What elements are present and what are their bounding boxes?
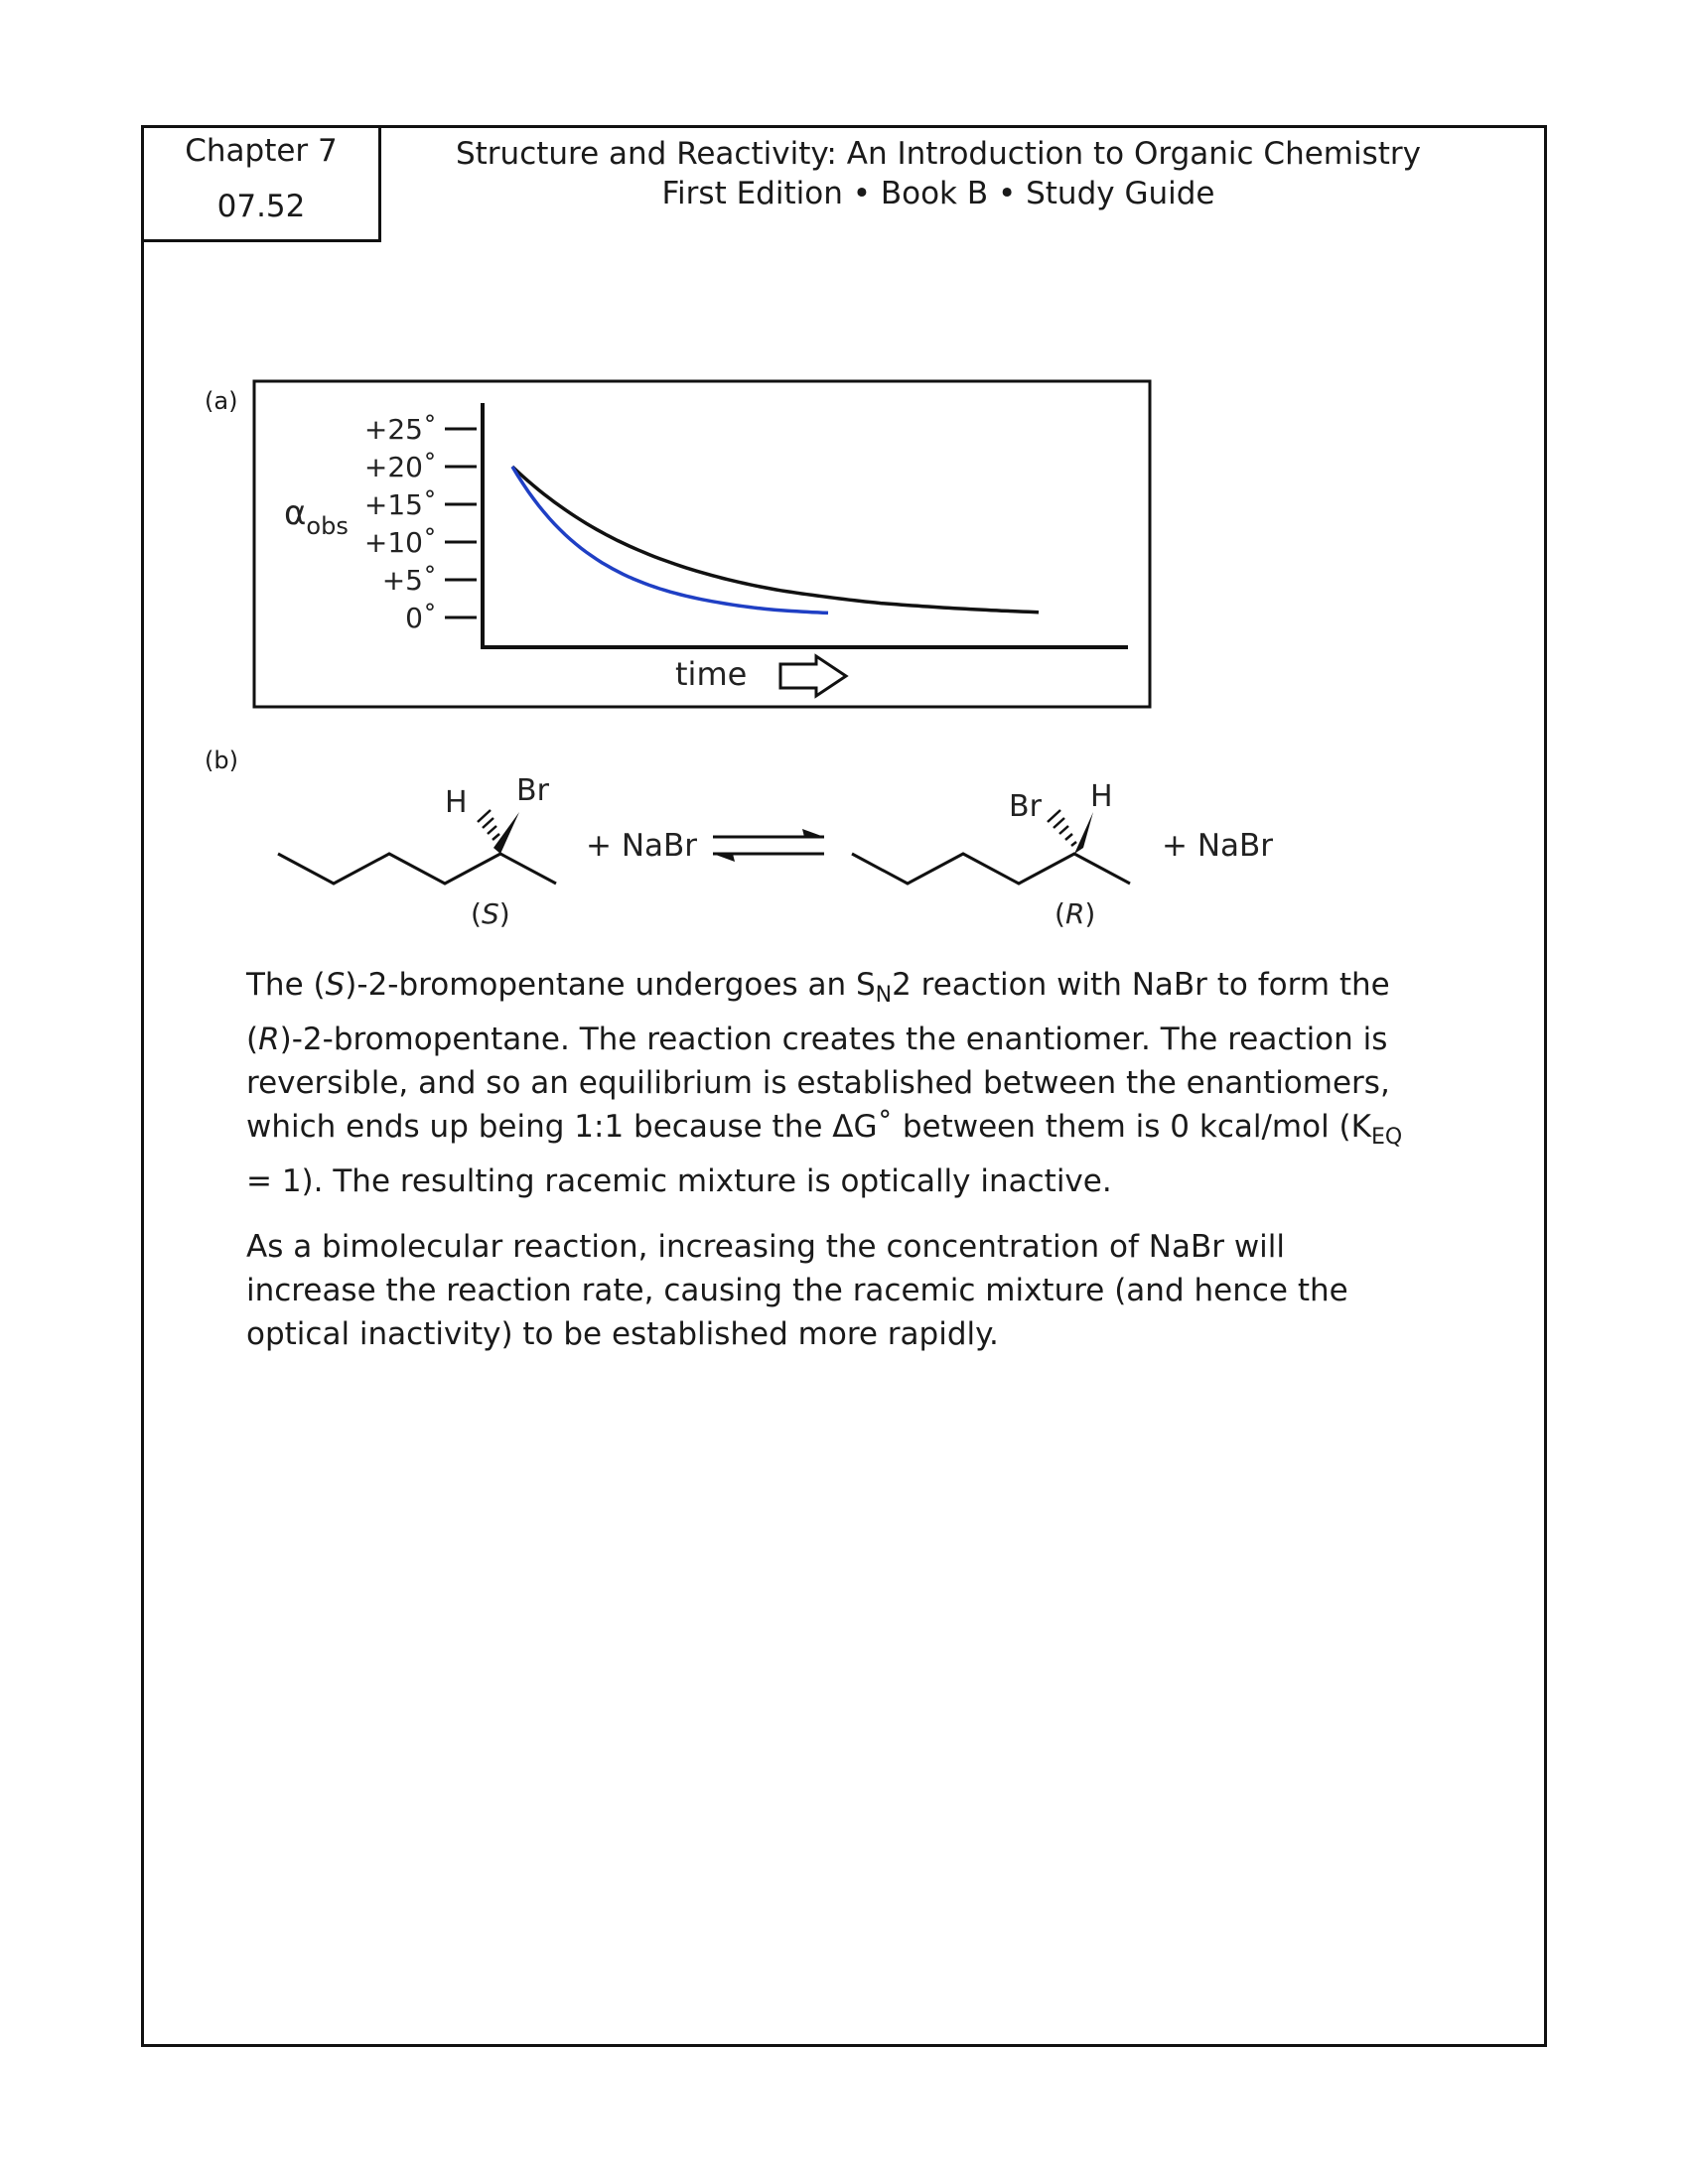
y-tick-label: +25˚ [363,413,437,446]
y-tick-label: +20˚ [363,451,437,483]
equilibrium-arrows-icon [713,829,824,862]
book-edition: First Edition • Book B • Study Guide [661,176,1215,211]
problem-number: 07.52 [216,189,306,224]
y-tick-label: 0˚ [405,602,437,634]
series-line-1 [512,467,1039,613]
plus-nabr-1: + NaBr [586,828,698,864]
part-a-label: (a) [205,387,238,415]
part-b-label: (b) [205,747,238,774]
x-axis-label: time [675,655,748,693]
product-config: (R) [1055,897,1096,930]
y-tick-label: +15˚ [363,488,437,521]
r-2-bromopentane-structure [852,779,1130,930]
explanation-paragraph-2: As a bimolecular reaction, increasing the concentration of NaBr will increase the reaction rate, causing the racemic mixture (and hence the optical inactivity) to be established more rapidly. [246,1229,1348,1352]
reactant-hydrogen: H [445,785,468,820]
book-title: Structure and Reactivity: An Introduction to Organic Chemistry [455,136,1422,172]
product-bromine: Br [1009,789,1042,824]
chapter-label: Chapter 7 [185,133,338,169]
reactant-config: (S) [471,897,510,930]
reactant-bromine: Br [516,773,549,808]
data-series [512,467,1039,613]
y-axis-ticks [364,413,477,634]
plus-nabr-2: + NaBr [1162,828,1274,864]
y-axis-label: $\alpha_{obs}$ [284,493,349,540]
y-tick-label: +10˚ [363,526,437,559]
product-hydrogen: H [1090,779,1113,814]
right-arrow-icon [780,656,846,696]
explanation-paragraph-1: The (S)-2-bromopentane undergoes an $S_N2$ reaction with NaBr to form the (R)-2-bromopentane. The reaction creates the enantiomer. The reaction is reversible, and so an equilibrium is established between the enantiomers, which ends up being 1:1 because the ΔG˚ between them is 0 kcal/mol $(K_{EQ} = 1)$. The resulting racemic mixture is optically inactive. [246,967,1403,1200]
y-tick-label: +5˚ [381,564,437,597]
s-2-bromopentane-structure [278,773,556,930]
